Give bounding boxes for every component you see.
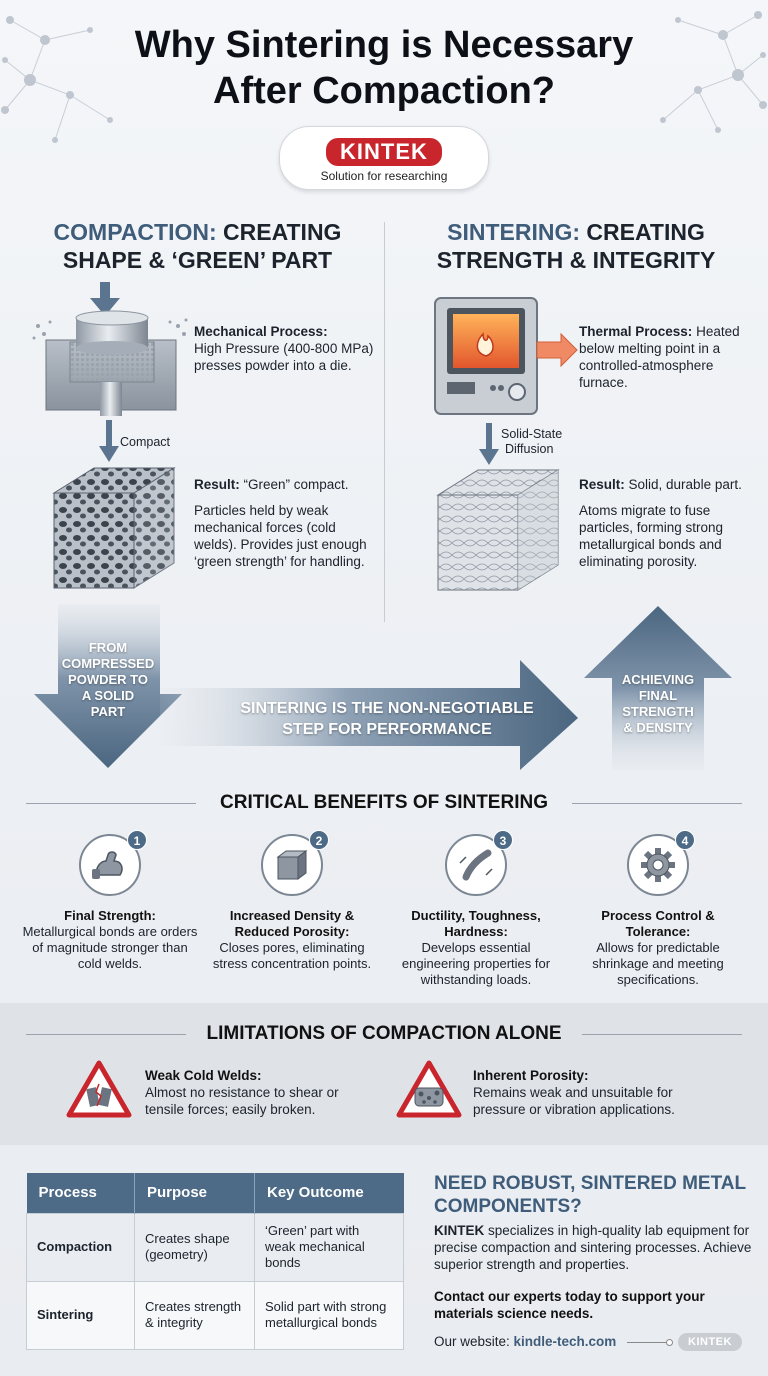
sintering-process-text: Heated below melting point in a controlled-atmosphere furnace. — [579, 324, 740, 390]
limitation-text: Remains weak and unsuitable for pressure or vibration applications. — [473, 1085, 675, 1117]
limitation-text: Almost no resistance to shear or tensile forces; easily broken. — [145, 1085, 339, 1117]
sintering-process-desc — [579, 323, 761, 391]
kintek-logo: KINTEK — [326, 138, 442, 166]
benefit-number: 3 — [493, 830, 513, 850]
compaction-heading-rest: CREATING — [216, 219, 342, 245]
band-right-line: ACHIEVING — [621, 672, 695, 687]
benefit-title: Final Strength: — [64, 908, 156, 923]
band-right-line: & DENSITY — [623, 720, 693, 735]
title-line-2: After Compaction? — [213, 70, 555, 112]
benefit-process-control — [568, 834, 748, 988]
green-compact-cube-icon — [44, 463, 184, 593]
sintering-result-text: Solid, durable part. — [624, 477, 742, 492]
table-header: Purpose — [135, 1173, 255, 1213]
compaction-result — [194, 476, 374, 493]
sintering-heading — [395, 218, 757, 274]
band-right-line: STRENGTH — [622, 704, 694, 719]
diffusion-label-line1: Solid-State — [501, 427, 563, 441]
from-powder-text — [50, 640, 166, 720]
limitations-heading: LIMITATIONS OF COMPACTION ALONE — [206, 1023, 562, 1044]
benefit-text: Closes pores, eliminating stress concentration points. — [212, 940, 372, 971]
compaction-detail: Particles held by weak mechanical forces (cold welds). Provides just enough ‘green strength’ for handling. — [194, 503, 367, 569]
table-cell: Creates strength & integrity — [135, 1281, 255, 1349]
furnace-icon — [433, 296, 578, 418]
table-cell: Compaction — [27, 1213, 135, 1281]
sintering-result-label: Result: — [579, 477, 625, 492]
dense-cube-icon — [272, 845, 312, 885]
band-left-line: COMPRESSED — [61, 656, 155, 671]
table-header-row — [27, 1173, 404, 1213]
press-die-icon — [30, 282, 190, 417]
website-line — [434, 1334, 616, 1349]
benefit-title: Ductility, Toughness, Hardness: — [411, 908, 541, 939]
table-row — [27, 1213, 404, 1281]
final-strength-text — [606, 672, 710, 736]
compaction-result-label: Result: — [194, 477, 240, 492]
sintered-part-cube-icon — [428, 465, 568, 595]
sintering-heading-line2: STRENGTH & INTEGRITY — [436, 247, 716, 273]
page-title — [0, 22, 768, 114]
compaction-result-text: “Green” compact. — [239, 477, 349, 492]
website-connector — [627, 1342, 671, 1343]
brand-badge — [279, 126, 489, 190]
flexed-arm-icon — [90, 845, 130, 885]
cta-description-text: specializes in high-quality lab equipment for precise compaction and sintering processes. Achieve superior strength and properties. — [434, 1223, 752, 1272]
porous-sponge-warning-icon — [396, 1060, 462, 1118]
band-left-line: PART — [90, 704, 126, 719]
website-link[interactable]: kindle-tech.com — [513, 1334, 617, 1349]
benefit-text: Metallurgical bonds are orders of magnitude stronger than cold welds. — [22, 924, 198, 971]
down-arrow-icon — [478, 423, 500, 465]
benefit-title: Increased Density & Reduced Porosity: — [229, 908, 355, 939]
website-label: Our website: — [434, 1334, 514, 1349]
cta-description — [434, 1222, 754, 1273]
compact-arrow-label: Compact — [120, 435, 171, 449]
band-center-line: SINTERING IS THE NON-NEGOTIABLE — [240, 700, 534, 717]
process-comparison-table — [26, 1173, 404, 1350]
benefit-text: Allows for predictable shrinkage and meeting specifications. — [592, 940, 724, 987]
compaction-heading-accent: COMPACTION: — [53, 219, 217, 245]
sintering-heading-rest: CREATING — [580, 219, 705, 245]
gear-icon — [638, 845, 678, 885]
band-left-line: A SOLID — [81, 688, 135, 703]
non-negotiable-text — [200, 698, 574, 740]
diffusion-label-line2: Diffusion — [505, 442, 554, 456]
kintek-mini-logo: KINTEK — [678, 1333, 742, 1351]
band-center-line: STEP FOR PERFORMANCE — [282, 721, 492, 738]
cta-brand: KINTEK — [434, 1223, 485, 1238]
cta-heading: NEED ROBUST, SINTERED METAL COMPONENTS? — [434, 1173, 746, 1217]
sintering-result — [579, 476, 761, 493]
benefit-number: 2 — [309, 830, 329, 850]
compaction-process-label: Mechanical Process: — [194, 324, 328, 339]
cta-contact: Contact our experts today to support your materials science needs. — [434, 1289, 705, 1321]
table-cell: Solid part with strong metallurgical bonds — [255, 1281, 404, 1349]
sintering-process-label: Thermal Process: — [579, 324, 693, 339]
band-left-line: FROM — [88, 640, 128, 655]
diffusion-arrow-label — [501, 427, 562, 457]
sintering-heading-accent: SINTERING: — [447, 219, 581, 245]
benefit-number: 1 — [127, 830, 147, 850]
limitation-title: Inherent Porosity: — [473, 1068, 589, 1083]
website-connector-dot — [666, 1339, 673, 1346]
table-header: Process — [27, 1173, 135, 1213]
benefit-text: Develops essential engineering properties for withstanding loads. — [401, 940, 551, 987]
compaction-heading-line2: SHAPE & ‘GREEN’ PART — [62, 247, 333, 273]
band-left-line: POWDER TO — [68, 672, 148, 687]
benefit-number: 4 — [675, 830, 695, 850]
table-row — [27, 1281, 404, 1349]
bent-rod-icon — [456, 845, 496, 885]
compaction-process-text: High Pressure (400-800 MPa) presses powder into a die. — [194, 341, 374, 373]
band-right-line: FINAL — [638, 688, 678, 703]
benefit-final-strength — [20, 834, 200, 972]
table-cell: Sintering — [27, 1281, 135, 1349]
limitation-title: Weak Cold Welds: — [145, 1068, 262, 1083]
table-cell: Creates shape (geometry) — [135, 1213, 255, 1281]
brand-tagline: Solution for researching — [320, 169, 448, 183]
compaction-heading — [20, 218, 375, 274]
down-arrow-icon — [98, 420, 120, 462]
column-divider — [384, 222, 385, 622]
benefit-title: Process Control & Tolerance: — [601, 908, 715, 939]
table-cell: ‘Green’ part with weak mechanical bonds — [255, 1213, 404, 1281]
benefits-heading: CRITICAL BENEFITS OF SINTERING — [220, 792, 548, 813]
benefit-density — [202, 834, 382, 972]
table-header: Key Outcome — [255, 1173, 404, 1213]
broken-weld-warning-icon — [66, 1060, 132, 1118]
benefit-ductility — [386, 834, 566, 988]
compaction-process-desc — [194, 323, 374, 374]
sintering-detail: Atoms migrate to fuse particles, forming strong metallurgical bonds and eliminating porosity. — [579, 503, 724, 569]
title-line-1: Why Sintering is Necessary — [134, 24, 634, 66]
